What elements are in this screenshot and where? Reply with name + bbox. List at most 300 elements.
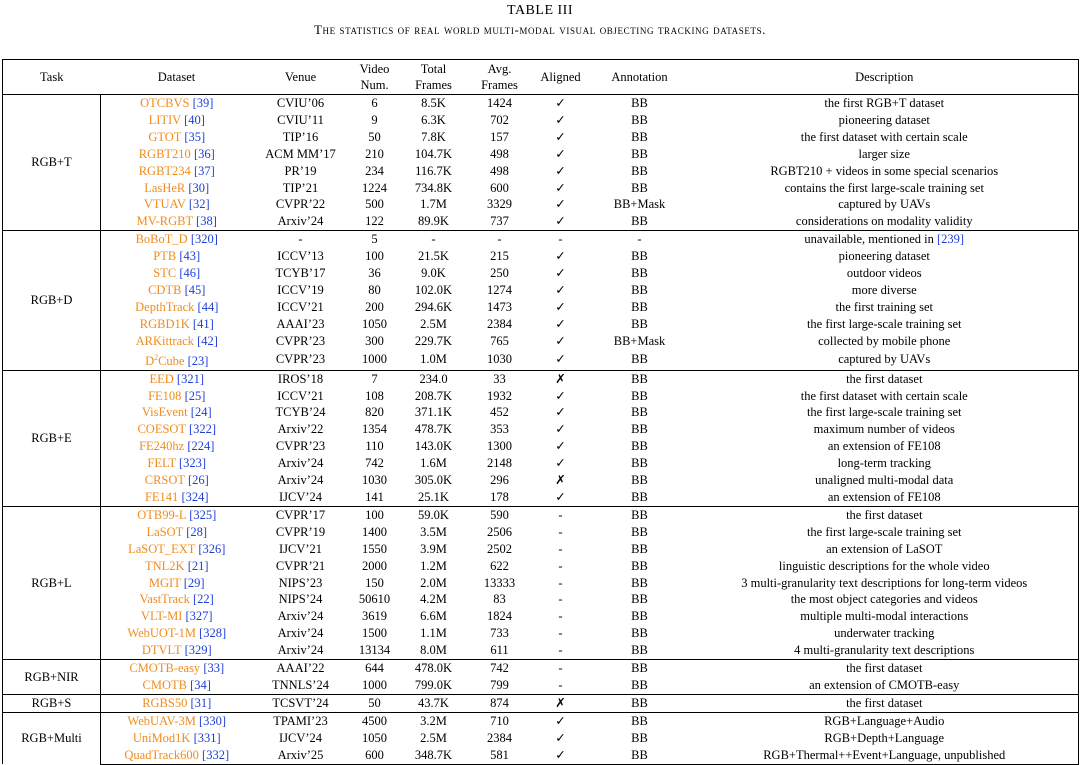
avg-frames-cell: 590 bbox=[467, 506, 533, 523]
dataset-cell bbox=[101, 712, 253, 729]
dataset-cell bbox=[101, 694, 253, 712]
dataset-link[interactable]: WebUAV-3M bbox=[127, 713, 196, 728]
avg-frames-cell: 215 bbox=[490, 249, 509, 264]
dataset-link[interactable]: VTUAV bbox=[143, 197, 186, 212]
avg-frames-cell: 1824 bbox=[487, 609, 512, 624]
description-cell: pioneering dataset bbox=[838, 249, 930, 264]
description-cell: captured by UAVs bbox=[838, 352, 931, 367]
check-icon: ✓ bbox=[555, 282, 566, 297]
venue-cell: CVPR’23 bbox=[275, 333, 326, 348]
check-icon: ✓ bbox=[555, 249, 566, 264]
venue-cell: IJCV’21 bbox=[278, 541, 323, 556]
dataset-cell bbox=[101, 180, 253, 197]
citation-link[interactable]: [35] bbox=[184, 129, 206, 144]
dataset-link[interactable]: RGBS50 bbox=[142, 695, 188, 710]
dataset-link[interactable]: LITIV bbox=[148, 112, 181, 127]
description-cell: 4 multi-granularity text descriptions bbox=[794, 643, 975, 658]
annotation-cell: BB bbox=[631, 439, 648, 454]
citation-link[interactable]: [34] bbox=[190, 677, 211, 692]
total-frames-cell: 1.7M bbox=[420, 197, 447, 212]
avg-frames-cell: 296 bbox=[490, 473, 509, 488]
description-cell: the first large-scale training set bbox=[806, 524, 962, 539]
task-cell bbox=[3, 694, 101, 712]
table-row bbox=[3, 95, 1079, 112]
venue-cell: Arxiv’24 bbox=[277, 609, 324, 624]
total-frames-cell: 116.7K bbox=[415, 163, 452, 178]
total-frames-cell: 3.9M bbox=[420, 541, 447, 556]
avg-frames-cell: 498 bbox=[490, 163, 509, 178]
video-num-cell: 108 bbox=[365, 388, 384, 403]
col-task: Task bbox=[3, 60, 101, 95]
citation-link[interactable]: [30] bbox=[188, 180, 210, 195]
citation-link[interactable]: [42] bbox=[197, 333, 218, 348]
video-num-cell: 1050 bbox=[362, 316, 387, 331]
aligned-cell bbox=[533, 421, 589, 438]
table-row bbox=[3, 591, 1079, 608]
dataset-link[interactable]: VastTrack bbox=[139, 592, 190, 607]
table-row bbox=[3, 455, 1079, 472]
total-frames-cell: 4.2M bbox=[420, 592, 447, 607]
annotation-cell: BB bbox=[589, 506, 691, 523]
avg-frames-cell: 2148 bbox=[487, 456, 512, 471]
check-icon: ✓ bbox=[555, 163, 566, 178]
citation-link[interactable]: [46] bbox=[179, 266, 201, 281]
avg-frames-cell: 250 bbox=[490, 266, 509, 281]
citation-link[interactable]: [329] bbox=[184, 643, 212, 658]
aligned-cell bbox=[533, 316, 589, 333]
description-cell: multiple multi-modal interactions bbox=[800, 609, 969, 624]
citation-link[interactable]: [41] bbox=[192, 316, 214, 331]
table-header bbox=[3, 60, 1079, 95]
citation-link[interactable]: [31] bbox=[190, 695, 212, 710]
citation-link[interactable]: [324] bbox=[181, 490, 209, 504]
citation-link[interactable]: [330] bbox=[199, 713, 227, 728]
citation-link[interactable]: [21] bbox=[187, 558, 209, 573]
description-cell: outdoor videos bbox=[846, 266, 922, 281]
check-icon: ✓ bbox=[555, 439, 566, 454]
description-cell: considerations on modality validity bbox=[795, 214, 973, 229]
check-icon: ✓ bbox=[555, 299, 566, 314]
video-num-cell: 50 bbox=[349, 694, 401, 712]
table-row bbox=[3, 575, 1079, 592]
aligned-cell bbox=[533, 506, 589, 523]
cross-icon: ✗ bbox=[555, 371, 566, 386]
venue-cell: IJCV’24 bbox=[278, 490, 323, 504]
venue-cell: Arxiv’24 bbox=[277, 626, 324, 641]
task-cell bbox=[3, 370, 101, 506]
citation-link[interactable]: [323] bbox=[179, 456, 207, 471]
col-venue: Venue bbox=[253, 60, 349, 95]
description-cell: the first dataset bbox=[691, 694, 1079, 712]
dataset-link[interactable]: LaSOT bbox=[146, 524, 184, 539]
citation-link[interactable]: [322] bbox=[188, 422, 217, 437]
check-icon: ✓ bbox=[555, 730, 566, 745]
citation-link[interactable]: [239] bbox=[937, 232, 965, 247]
video-num-cell: 1500 bbox=[362, 626, 387, 641]
video-num-cell: 210 bbox=[365, 146, 384, 161]
video-num-cell: 234 bbox=[365, 163, 384, 178]
description-cell: larger size bbox=[858, 146, 910, 161]
dataset-link[interactable]: VLT-MI bbox=[140, 609, 183, 624]
dataset-cell bbox=[101, 541, 253, 558]
dataset-cell bbox=[101, 146, 253, 163]
venue-cell: ICCV’19 bbox=[277, 282, 324, 297]
citation-link[interactable]: [325] bbox=[189, 507, 217, 522]
venue-cell: TCSVT’24 bbox=[253, 694, 349, 712]
annotation-cell: BB bbox=[631, 524, 648, 539]
total-frames-cell: 1.1M bbox=[420, 626, 447, 641]
dataset-cell bbox=[101, 370, 253, 387]
dataset-link[interactable]: FELT bbox=[147, 456, 176, 471]
dataset-link[interactable]: $D^2Cube$ bbox=[145, 352, 185, 368]
dataset-cell bbox=[101, 196, 253, 213]
aligned-cell bbox=[533, 112, 589, 129]
video-num-cell: 820 bbox=[365, 405, 384, 420]
table-row bbox=[3, 541, 1079, 558]
aligned-cell bbox=[533, 660, 589, 677]
venue-cell: TPAMI’23 bbox=[253, 712, 349, 729]
citation-link[interactable]: [22] bbox=[193, 592, 214, 607]
dataset-link[interactable]: FE141 bbox=[144, 490, 179, 504]
annotation-cell: - bbox=[589, 231, 691, 248]
citation-link[interactable]: [40] bbox=[184, 112, 205, 127]
total-frames-cell: 734.8K bbox=[414, 180, 453, 195]
dataset-link[interactable]: DepthTrack bbox=[135, 299, 195, 314]
dataset-link[interactable]: MV-RGBT bbox=[136, 214, 193, 229]
avg-frames-cell: 742 bbox=[467, 660, 533, 677]
video-num-cell: 100 bbox=[365, 249, 384, 264]
citation-link[interactable]: [43] bbox=[179, 249, 201, 264]
check-icon: ✓ bbox=[555, 112, 566, 127]
total-frames-cell: 2.0M bbox=[420, 575, 447, 590]
aligned-cell bbox=[533, 694, 589, 712]
description-cell: collected by mobile phone bbox=[818, 333, 951, 348]
dataset-link[interactable]: FE108 bbox=[148, 388, 182, 403]
venue-cell: TCYB’17 bbox=[275, 266, 326, 281]
citation-link[interactable]: [33] bbox=[203, 661, 225, 676]
video-num-cell: 50610 bbox=[358, 592, 391, 607]
dataset-cell bbox=[101, 129, 253, 146]
avg-frames-cell: 2384 bbox=[487, 316, 512, 331]
dataset-link[interactable]: RGBT234 bbox=[138, 163, 191, 178]
table-row bbox=[3, 642, 1079, 659]
avg-frames-cell: 498 bbox=[490, 146, 509, 161]
aligned-cell bbox=[533, 146, 589, 163]
aligned-cell bbox=[533, 404, 589, 421]
dataset-cell bbox=[101, 747, 253, 764]
dataset-link[interactable]: LasHeR bbox=[144, 180, 186, 195]
annotation-cell: BB bbox=[589, 694, 691, 712]
table-row bbox=[3, 196, 1079, 213]
table-row bbox=[3, 163, 1079, 180]
dash-mark: - bbox=[558, 558, 563, 573]
dataset-link[interactable]: VisEvent bbox=[141, 405, 188, 420]
check-icon: ✓ bbox=[555, 180, 566, 195]
annotation-cell: BB bbox=[589, 712, 691, 729]
table-row bbox=[3, 388, 1079, 405]
dataset-link[interactable]: WebUOT-1M bbox=[127, 626, 196, 641]
annotation-cell: BB bbox=[589, 95, 691, 112]
annotation-cell: BB bbox=[631, 422, 648, 437]
citation-link[interactable]: [32] bbox=[188, 197, 210, 212]
dash-mark: - bbox=[558, 575, 563, 590]
dataset-cell bbox=[101, 95, 253, 112]
citation-link[interactable]: [26] bbox=[187, 473, 209, 488]
description-cell: unavailable, mentioned in [239] bbox=[691, 231, 1079, 248]
table-row bbox=[3, 472, 1079, 489]
video-num-cell: 644 bbox=[349, 660, 401, 677]
video-num-cell: 141 bbox=[365, 490, 384, 504]
description-cell: contains the first large-scale training set bbox=[784, 180, 984, 195]
citation-link[interactable]: [326] bbox=[198, 541, 226, 556]
dataset-link[interactable]: BoBoT_D bbox=[135, 232, 188, 247]
dataset-cell bbox=[101, 112, 253, 129]
col-video-num-line2: Num. bbox=[360, 78, 389, 92]
aligned-cell bbox=[533, 370, 589, 387]
table-row bbox=[3, 282, 1079, 299]
dataset-cell bbox=[101, 625, 253, 642]
table-body bbox=[3, 95, 1079, 765]
total-frames-cell: 6.3K bbox=[421, 112, 446, 127]
description-cell: an extension of FE108 bbox=[827, 439, 941, 454]
video-num-cell: 3619 bbox=[362, 609, 387, 624]
dataset-cell bbox=[101, 524, 253, 541]
annotation-cell: BB bbox=[631, 316, 648, 331]
video-num-cell: 7 bbox=[349, 370, 401, 387]
aligned-cell bbox=[533, 350, 589, 371]
citation-link[interactable]: [321] bbox=[176, 371, 204, 386]
dataset-cell bbox=[101, 316, 253, 333]
table-row bbox=[3, 333, 1079, 350]
avg-frames-cell: 353 bbox=[490, 422, 509, 437]
citation-link[interactable]: [45] bbox=[184, 282, 206, 297]
dataset-cell bbox=[101, 642, 253, 659]
total-frames-cell: 2.5M bbox=[420, 730, 447, 745]
dataset-cell bbox=[101, 575, 253, 592]
video-num-cell: 36 bbox=[368, 266, 381, 281]
avg-frames-cell: 737 bbox=[490, 214, 509, 229]
total-frames-cell: 25.1K bbox=[418, 490, 449, 504]
citation-link[interactable]: [25] bbox=[184, 388, 206, 403]
venue-cell: CVIU’11 bbox=[277, 112, 324, 127]
dataset-link[interactable]: FE240hz bbox=[139, 439, 185, 454]
dataset-cell bbox=[101, 506, 253, 523]
table-row bbox=[3, 712, 1079, 729]
task-label: RGB+S bbox=[31, 695, 72, 710]
annotation-cell: BB bbox=[589, 660, 691, 677]
dataset-link[interactable]: CRSOT bbox=[144, 473, 185, 488]
total-frames-cell: 1.6M bbox=[420, 456, 447, 471]
dataset-cell bbox=[101, 472, 253, 489]
annotation-cell: BB+Mask bbox=[613, 333, 666, 348]
avg-frames-cell: 13333 bbox=[483, 575, 516, 590]
description-cell: the most object categories and videos bbox=[790, 592, 978, 607]
description-cell: RGB+Depth+Language bbox=[824, 730, 945, 745]
venue-cell: NIPS’24 bbox=[278, 592, 323, 607]
citation-link[interactable]: [37] bbox=[193, 163, 215, 178]
table-row bbox=[3, 299, 1079, 316]
annotation-cell: BB bbox=[631, 214, 648, 229]
avg-frames-cell: 622 bbox=[490, 558, 509, 573]
description-cell: the first dataset with certain scale bbox=[800, 388, 968, 403]
video-num-cell: 2000 bbox=[362, 558, 387, 573]
dataset-link[interactable]: DTVLT bbox=[141, 643, 182, 658]
col-aligned: Aligned bbox=[533, 60, 589, 95]
annotation-cell: BB bbox=[631, 473, 648, 488]
aligned-cell bbox=[533, 388, 589, 405]
dataset-cell bbox=[101, 438, 253, 455]
total-frames-cell: 799.0K bbox=[414, 677, 453, 692]
dataset-link[interactable]: CMOTB-easy bbox=[129, 661, 201, 676]
table-row bbox=[3, 558, 1079, 575]
description-cell: linguistic descriptions for the whole video bbox=[778, 558, 990, 573]
table-row bbox=[3, 506, 1079, 523]
avg-frames-cell: 3329 bbox=[487, 197, 512, 212]
venue-cell: Arxiv’22 bbox=[277, 422, 324, 437]
video-num-cell: 1000 bbox=[362, 677, 387, 692]
dataset-link[interactable]: TNL2K bbox=[144, 558, 185, 573]
total-frames-cell: 102.0K bbox=[414, 282, 453, 297]
table-row bbox=[3, 231, 1079, 248]
task-label: RGB+Multi bbox=[21, 730, 82, 745]
video-num-cell: 50 bbox=[368, 129, 381, 144]
check-icon: ✓ bbox=[555, 422, 566, 437]
dataset-link[interactable]: OTB99-L bbox=[137, 507, 187, 522]
avg-frames-cell: - bbox=[467, 231, 533, 248]
dataset-cell bbox=[101, 455, 253, 472]
avg-frames-cell: 600 bbox=[490, 180, 509, 195]
dataset-cell bbox=[101, 404, 253, 421]
dataset-link[interactable]: UniMod1K bbox=[132, 730, 191, 745]
aligned-cell bbox=[533, 591, 589, 608]
dash-mark: - bbox=[558, 626, 563, 641]
dataset-link[interactable]: OTCBVS bbox=[140, 96, 190, 110]
total-frames-cell: 7.8K bbox=[421, 129, 446, 144]
citation-link[interactable]: [29] bbox=[183, 575, 205, 590]
citation-link[interactable]: [328] bbox=[199, 626, 227, 641]
dataset-link[interactable]: MGIT bbox=[148, 575, 181, 590]
dash-mark: - bbox=[558, 661, 563, 676]
avg-frames-cell: 581 bbox=[467, 747, 533, 764]
dataset-cell bbox=[101, 213, 253, 230]
description-cell: captured by UAVs bbox=[838, 197, 931, 212]
avg-frames-cell: 1030 bbox=[487, 352, 512, 367]
avg-frames-cell: 157 bbox=[490, 129, 509, 144]
citation-link[interactable]: [327] bbox=[185, 609, 213, 624]
col-total-frames bbox=[401, 60, 467, 95]
table-row bbox=[3, 524, 1079, 541]
annotation-cell: BB bbox=[631, 282, 648, 297]
col-avg-frames-line2: Frames bbox=[481, 78, 518, 92]
citation-link[interactable]: [224] bbox=[187, 439, 215, 454]
check-icon: ✓ bbox=[555, 214, 566, 229]
aligned-cell bbox=[533, 747, 589, 764]
dash-mark: - bbox=[558, 507, 563, 522]
table-row bbox=[3, 404, 1079, 421]
dataset-link[interactable]: LaSOT_EXT bbox=[128, 541, 196, 556]
dataset-link[interactable]: CDTB bbox=[148, 282, 182, 297]
dataset-cell bbox=[101, 282, 253, 299]
venue-cell: Arxiv’24 bbox=[277, 643, 324, 658]
dataset-cell bbox=[101, 608, 253, 625]
citation-link[interactable]: [39] bbox=[192, 96, 214, 110]
citation-link[interactable]: [24] bbox=[190, 405, 212, 420]
annotation-cell: BB bbox=[631, 163, 648, 178]
citation-link[interactable]: [28] bbox=[186, 524, 208, 539]
avg-frames-cell: 765 bbox=[490, 333, 509, 348]
video-num-cell: 80 bbox=[368, 282, 381, 297]
venue-cell: PR’19 bbox=[284, 163, 317, 178]
annotation-cell: BB bbox=[631, 180, 648, 195]
aligned-cell bbox=[533, 180, 589, 197]
citation-link[interactable]: [36] bbox=[193, 146, 215, 161]
check-icon: ✓ bbox=[555, 713, 566, 728]
dataset-link[interactable]: RGBT210 bbox=[138, 146, 191, 161]
dataset-link[interactable]: STC bbox=[153, 266, 177, 281]
dataset-cell bbox=[101, 558, 253, 575]
citation-link[interactable]: [44] bbox=[197, 299, 219, 314]
annotation-cell: BB bbox=[631, 249, 648, 264]
dataset-cell bbox=[101, 388, 253, 405]
video-num-cell: 6 bbox=[349, 95, 401, 112]
dataset-link[interactable]: EED bbox=[149, 371, 174, 386]
video-num-cell: 150 bbox=[365, 575, 384, 590]
total-frames-cell: 59.0K bbox=[401, 506, 467, 523]
citation-link[interactable]: [332] bbox=[202, 747, 230, 762]
dataset-link[interactable]: COESOT bbox=[137, 422, 186, 437]
annotation-cell: BB bbox=[589, 370, 691, 387]
dataset-link[interactable]: GTOT bbox=[148, 129, 182, 144]
dataset-cell bbox=[101, 730, 253, 747]
video-num-cell: 1050 bbox=[362, 730, 387, 745]
table-row bbox=[3, 316, 1079, 333]
citation-link[interactable]: [23] bbox=[187, 353, 209, 368]
check-icon: ✓ bbox=[555, 197, 566, 212]
dataset-link[interactable]: CMOTB bbox=[142, 677, 187, 692]
video-num-cell: 1030 bbox=[362, 473, 387, 488]
dataset-link[interactable]: RGBD1K bbox=[139, 316, 190, 331]
dataset-link[interactable]: QuadTrack600 bbox=[124, 747, 199, 762]
table-row bbox=[3, 129, 1079, 146]
col-dataset: Dataset bbox=[101, 60, 253, 95]
dataset-cell bbox=[101, 421, 253, 438]
citation-link[interactable]: [38] bbox=[196, 214, 217, 229]
total-frames-cell: 478.7K bbox=[414, 422, 453, 437]
citation-link[interactable]: [320] bbox=[190, 232, 218, 247]
annotation-cell: BB bbox=[631, 609, 648, 624]
table-row bbox=[3, 625, 1079, 642]
aligned-cell bbox=[533, 489, 589, 506]
citation-link[interactable]: [331] bbox=[193, 730, 221, 745]
table-row bbox=[3, 421, 1079, 438]
aligned-cell bbox=[533, 541, 589, 558]
total-frames-cell: 478.0K bbox=[401, 660, 467, 677]
venue-cell: TCYB’24 bbox=[275, 405, 326, 420]
video-num-cell: 200 bbox=[365, 299, 384, 314]
annotation-cell: BB bbox=[631, 388, 648, 403]
venue-cell: CVPR’19 bbox=[275, 524, 326, 539]
annotation-cell: BB bbox=[631, 575, 648, 590]
description-cell: long-term tracking bbox=[837, 456, 931, 471]
total-frames-cell: 21.5K bbox=[418, 249, 449, 264]
col-video-num bbox=[349, 60, 401, 95]
aligned-cell bbox=[533, 524, 589, 541]
total-frames-cell: 9.0K bbox=[421, 266, 446, 281]
dataset-link[interactable]: ARKittrack bbox=[135, 333, 194, 348]
task-label: RGB+T bbox=[31, 155, 72, 170]
dataset-link[interactable]: PTB bbox=[153, 249, 177, 264]
col-description: Description bbox=[691, 60, 1079, 95]
